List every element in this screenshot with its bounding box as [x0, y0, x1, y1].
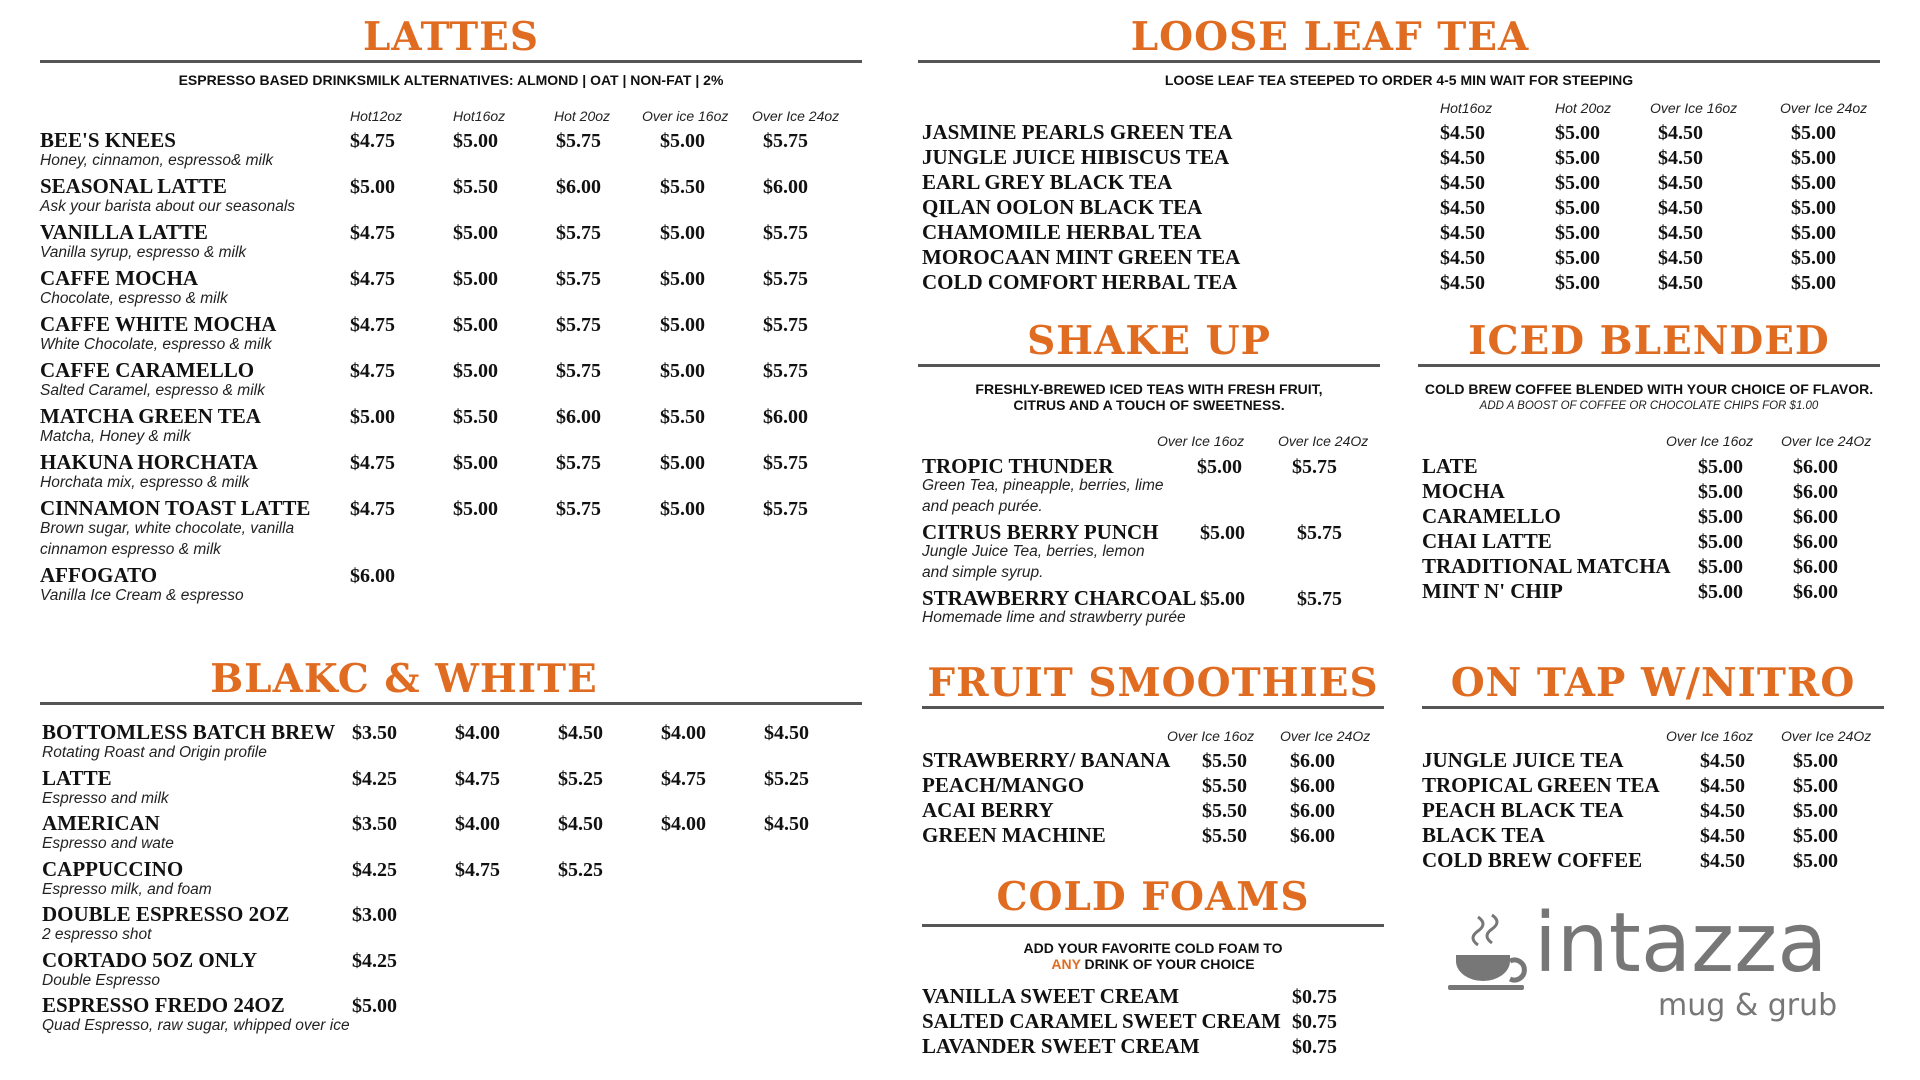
menu-item-price: $4.50 — [764, 722, 809, 744]
menu-item-price: $4.75 — [350, 222, 395, 244]
menu-item-price: $4.25 — [352, 767, 397, 790]
menu-item-desc: cinnamon espresso & milk — [40, 541, 221, 558]
foams-any: ANY — [1051, 956, 1081, 972]
lattes-subtitle: ESPRESSO BASED DRINKSMILK ALTERNATIVES: ALMOND | OAT | NON-FAT | 2% — [178, 72, 724, 88]
menu-item-name: JUNGLE JUICE TEA — [1422, 748, 1624, 772]
lattes-col-header: Hot12oz — [350, 108, 403, 124]
menu-item-price: $4.50 — [1700, 775, 1745, 797]
coffee-cup-icon — [1448, 911, 1532, 995]
menu-item-price: $5.00 — [453, 452, 498, 474]
menu-item-price: $4.50 — [1658, 197, 1703, 219]
shake-subtitle-2: CITRUS AND A TOUCH OF SWEETNESS. — [1013, 397, 1285, 413]
ontap-rule — [1422, 706, 1884, 709]
menu-item-desc: Espresso milk, and foam — [42, 880, 212, 898]
smoothies-rule — [922, 706, 1384, 709]
menu-item-price: $5.50 — [660, 176, 705, 198]
menu-item-price: $5.00 — [1555, 222, 1600, 244]
menu-item-price: $5.00 — [1791, 197, 1836, 219]
menu-item-name: CHAMOMILE HERBAL TEA — [922, 220, 1202, 244]
menu-item-name: SEASONAL LATTE — [40, 174, 227, 198]
foams-subtitle-2 — [922, 956, 1384, 973]
menu-item-name: HAKUNA HORCHATA — [40, 450, 258, 474]
menu-item-name: GREEN MACHINE — [922, 823, 1106, 847]
menu-item-price: $3.00 — [352, 904, 397, 926]
shake-rule — [918, 364, 1380, 367]
menu-item-price: $5.00 — [453, 314, 498, 336]
menu-item-price: $6.00 — [1793, 481, 1838, 503]
menu-item-desc: Espresso and wate — [42, 835, 174, 852]
menu-item-desc: Jungle Juice Tea, berries, lemon — [922, 543, 1145, 560]
menu-item-price: $6.00 — [1290, 800, 1335, 822]
menu-item-price: $3.50 — [352, 722, 397, 744]
menu-item-price: $4.50 — [1658, 222, 1703, 244]
menu-item-price: $5.00 — [1793, 800, 1838, 822]
menu-item-price: $0.75 — [1292, 986, 1337, 1008]
menu-item-price: $5.00 — [660, 130, 705, 152]
menu-item-price: $5.00 — [453, 268, 498, 290]
menu-item-price: $5.75 — [556, 268, 601, 290]
menu-item-name: CORTADO 5OZ ONLY — [42, 947, 258, 972]
menu-item-price: $4.75 — [661, 767, 706, 790]
menu-item-name: MOCHA — [1422, 479, 1505, 503]
menu-item-desc: Horchata mix, espresso & milk — [40, 474, 250, 491]
menu-item-name: ESPRESSO FREDO 24OZ — [42, 993, 285, 1017]
menu-item-name: COLD BREW COFFEE — [1422, 848, 1643, 872]
iced-rule — [1418, 364, 1880, 367]
menu-item-price: $5.00 — [660, 360, 705, 382]
menu-item-price: $4.50 — [1658, 172, 1703, 194]
menu-item-price: $5.00 — [1793, 775, 1838, 797]
menu-item-price: $5.00 — [1793, 750, 1838, 772]
menu-item-price: $5.00 — [1791, 272, 1836, 294]
menu-item-price: $5.75 — [763, 360, 808, 382]
menu-item-price: $6.00 — [1793, 456, 1838, 478]
menu-item-price: $5.00 — [1555, 272, 1600, 294]
menu-item-price: $5.75 — [556, 222, 601, 244]
menu-item-desc: Quad Espresso, raw sugar, whipped over ice — [42, 1017, 350, 1034]
menu-item-price: $5.00 — [1200, 522, 1245, 544]
menu-item-price: $5.75 — [763, 498, 808, 520]
menu-item-price: $5.75 — [556, 360, 601, 382]
menu-item-name: QILAN OOLON BLACK TEA — [922, 195, 1203, 219]
shake-col-header: Over Ice 24Oz — [1278, 433, 1369, 449]
menu-item-price: $5.00 — [1555, 172, 1600, 194]
menu-item-price: $5.25 — [764, 767, 809, 790]
smoothies-title: FRUIT SMOOTHIES — [927, 660, 1379, 706]
lattes-col-header: Over Ice 24oz — [752, 108, 840, 124]
menu-item-price: $5.75 — [556, 314, 601, 336]
menu-item-price: $4.75 — [455, 858, 500, 881]
tea-rule — [918, 60, 1880, 63]
menu-item-name: TROPICAL GREEN TEA — [1422, 773, 1660, 797]
menu-item-price: $5.00 — [1555, 122, 1600, 144]
menu-item-price: $5.00 — [660, 452, 705, 474]
menu-item-price: $4.50 — [1440, 172, 1485, 194]
menu-item-price: $4.50 — [1658, 272, 1703, 294]
menu-item-price: $5.50 — [453, 176, 498, 198]
lattes-col-header: Hot16oz — [453, 108, 506, 124]
menu-item-price: $5.00 — [1791, 147, 1836, 169]
menu-item-price: $6.00 — [763, 406, 808, 428]
menu-item-price: $5.00 — [660, 498, 705, 520]
menu-item-price: $4.50 — [1700, 850, 1745, 872]
menu-item-desc: Matcha, Honey & milk — [40, 428, 191, 445]
menu-item-name: VANILLA LATTE — [40, 220, 208, 244]
tea-col-header: Over Ice 16oz — [1650, 100, 1738, 116]
menu-item-price: $5.00 — [1197, 456, 1242, 478]
menu-item-price: $5.75 — [1297, 588, 1342, 610]
menu-item-price: $4.50 — [558, 813, 603, 835]
foams-rule — [922, 924, 1384, 927]
menu-item-price: $4.50 — [1440, 272, 1485, 294]
menu-item-name: CITRUS BERRY PUNCH — [922, 520, 1159, 544]
menu-item-price: $5.75 — [763, 452, 808, 474]
menu-item-desc: and simple syrup. — [922, 564, 1044, 581]
menu-item-price: $5.00 — [453, 498, 498, 520]
menu-item-price: $4.00 — [661, 722, 706, 744]
menu-item-price: $4.75 — [350, 314, 395, 336]
menu-item-price: $5.00 — [1698, 556, 1743, 578]
menu-item-price: $5.00 — [1791, 122, 1836, 144]
menu-item-price: $5.50 — [1202, 750, 1247, 772]
ontap-col-header: Over Ice 16oz — [1666, 728, 1754, 744]
foams-subtitle-rest: DRINK OF YOUR CHOICE — [1080, 956, 1255, 972]
logo-word: intazza — [1534, 896, 1828, 991]
menu-item-price: $6.00 — [556, 176, 601, 198]
menu-item-name: MATCHA GREEN TEA — [40, 404, 261, 428]
iced-title: ICED BLENDED — [1468, 318, 1830, 364]
menu-item-price: $4.50 — [1440, 197, 1485, 219]
smoothies-col-header: Over Ice 24Oz — [1280, 728, 1371, 744]
menu-item-desc: Rotating Roast and Origin profile — [42, 744, 267, 761]
menu-item-price: $6.00 — [1290, 825, 1335, 847]
menu-item-price: $5.00 — [1791, 172, 1836, 194]
menu-item-price: $4.75 — [350, 498, 395, 520]
menu-item-price: $5.75 — [763, 314, 808, 336]
menu-item-price: $4.50 — [1700, 825, 1745, 847]
menu-item-price: $6.00 — [1793, 531, 1838, 553]
menu-item-desc: Double Espresso — [42, 971, 161, 989]
menu-item-name: CINNAMON TOAST LATTE — [40, 496, 311, 520]
foams-subtitle-1: ADD YOUR FAVORITE COLD FOAM TO — [1023, 940, 1283, 956]
menu-item-price: $5.75 — [763, 222, 808, 244]
menu-item-price: $4.50 — [1440, 147, 1485, 169]
menu-item-price: $5.75 — [556, 130, 601, 152]
menu-item-name: TRADITIONAL MATCHA — [1422, 554, 1671, 578]
smoothies-col-header: Over Ice 16oz — [1167, 728, 1255, 744]
menu-item-price: $6.00 — [1290, 775, 1335, 797]
ontap-col-header: Over Ice 24Oz — [1781, 728, 1872, 744]
menu-item-price: $5.00 — [1698, 481, 1743, 503]
tea-col-header: Hot16oz — [1440, 100, 1493, 116]
lattes-col-header: Over ice 16oz — [642, 108, 729, 124]
menu-item-price: $5.00 — [1698, 531, 1743, 553]
menu-item-name: COLD COMFORT HERBAL TEA — [922, 270, 1238, 294]
lattes-col-header: Hot 20oz — [554, 108, 611, 124]
menu-item-price: $4.00 — [661, 813, 706, 835]
menu-item-desc: and peach purée. — [922, 498, 1043, 515]
menu-item-price: $4.75 — [350, 268, 395, 290]
menu-item-desc: Salted Caramel, espresso & milk — [40, 382, 265, 399]
menu-item-price: $5.00 — [1200, 588, 1245, 610]
lattes-title: LATTES — [362, 14, 540, 60]
menu-item-price: $4.50 — [1700, 750, 1745, 772]
black-white-rule — [40, 702, 862, 705]
foams-title: COLD FOAMS — [996, 874, 1310, 920]
menu-item-desc: Brown sugar, white chocolate, vanilla — [40, 520, 295, 537]
menu-item-name: SALTED CARAMEL SWEET CREAM — [922, 1009, 1281, 1033]
shake-col-header: Over Ice 16oz — [1157, 433, 1245, 449]
shake-subtitle-1: FRESHLY-BREWED ICED TEAS WITH FRESH FRUIT, — [975, 381, 1323, 397]
lattes-rule — [40, 60, 862, 63]
menu-item-name: CAFFE MOCHA — [40, 266, 199, 290]
menu-item-name: AFFOGATO — [40, 563, 158, 587]
menu-item-price: $6.00 — [1793, 556, 1838, 578]
menu-item-price: $4.00 — [455, 722, 500, 744]
shake-title: SHAKE UP — [1027, 318, 1271, 364]
menu-item-price: $5.75 — [556, 498, 601, 520]
menu-item-price: $4.00 — [455, 813, 500, 835]
menu-item-price: $5.25 — [558, 767, 603, 790]
tea-col-header: Over Ice 24oz — [1780, 100, 1868, 116]
menu-item-name: MINT N' CHIP — [1422, 579, 1563, 603]
menu-item-name: CHAI LATTE — [1422, 529, 1552, 553]
menu-item-price: $5.50 — [1202, 775, 1247, 797]
menu-item-name: CAFFE CARAMELLO — [40, 358, 255, 382]
menu-item-price: $5.00 — [350, 176, 395, 198]
menu-item-desc: White Chocolate, espresso & milk — [40, 336, 272, 353]
menu-item-name: BEE'S KNEES — [40, 128, 176, 152]
menu-item-price: $5.50 — [453, 406, 498, 428]
menu-item-price: $5.00 — [660, 268, 705, 290]
menu-item-name: CAPPUCCINO — [42, 856, 184, 881]
menu-item-price: $5.00 — [1555, 147, 1600, 169]
menu-item-price: $5.00 — [453, 222, 498, 244]
menu-item-price: $6.00 — [1793, 581, 1838, 603]
menu-item-desc: Vanilla syrup, espresso & milk — [40, 244, 247, 261]
menu-item-price: $5.00 — [1698, 581, 1743, 603]
menu-item-price: $5.00 — [1793, 850, 1838, 872]
tea-title: LOOSE LEAF TEA — [1130, 14, 1530, 60]
menu-item-price: $6.00 — [1793, 506, 1838, 528]
menu-item-price: $4.50 — [764, 813, 809, 835]
menu-item-price: $5.50 — [1202, 800, 1247, 822]
menu-item-name: VANILLA SWEET CREAM — [922, 984, 1180, 1008]
menu-item-price: $5.00 — [660, 314, 705, 336]
menu-item-price: $5.00 — [350, 406, 395, 428]
tea-col-header: Hot 20oz — [1555, 100, 1612, 116]
menu-item-price: $6.00 — [763, 176, 808, 198]
menu-item-name: JUNGLE JUICE HIBISCUS TEA — [922, 145, 1230, 169]
menu-item-name: ACAI BERRY — [922, 798, 1054, 822]
menu-item-price: $5.00 — [352, 995, 397, 1017]
tea-subtitle: LOOSE LEAF TEA STEEPED TO ORDER 4-5 MIN WAIT FOR STEEPING — [1164, 72, 1634, 88]
menu-item-price: $5.25 — [558, 858, 603, 881]
iced-col-header: Over Ice 24Oz — [1781, 433, 1872, 449]
iced-col-header: Over Ice 16oz — [1666, 433, 1754, 449]
menu-item-price: $5.00 — [453, 130, 498, 152]
menu-item-name: LATTE — [42, 765, 112, 790]
menu-item-name: STRAWBERRY/ BANANA — [922, 748, 1171, 772]
menu-item-price: $5.75 — [1297, 522, 1342, 544]
menu-item-desc: Espresso and milk — [42, 789, 169, 807]
menu-item-name: PEACH/MANGO — [922, 773, 1085, 797]
menu-item-price: $4.25 — [352, 949, 397, 972]
menu-item-price: $5.00 — [1698, 456, 1743, 478]
menu-item-name: LAVANDER SWEET CREAM — [922, 1034, 1200, 1058]
menu-item-name: JASMINE PEARLS GREEN TEA — [922, 120, 1233, 144]
menu-item-price: $4.75 — [350, 360, 395, 382]
menu-item-desc: Vanilla Ice Cream & espresso — [40, 587, 244, 604]
menu-item-price: $5.50 — [660, 406, 705, 428]
menu-item-price: $0.75 — [1292, 1011, 1337, 1033]
menu-item-price: $4.75 — [350, 130, 395, 152]
menu-item-price: $4.50 — [1658, 247, 1703, 269]
menu-item-price: $5.00 — [660, 222, 705, 244]
menu-item-price: $4.50 — [1440, 247, 1485, 269]
menu-item-price: $4.50 — [1700, 800, 1745, 822]
menu-item-name: EARL GREY BLACK TEA — [922, 170, 1173, 194]
menu-item-price: $6.00 — [1290, 750, 1335, 772]
menu-item-price: $4.50 — [1440, 222, 1485, 244]
menu-item-price: $5.00 — [1698, 506, 1743, 528]
menu-item-desc: Honey, cinnamon, espresso& milk — [40, 152, 274, 169]
menu-item-name: TROPIC THUNDER — [922, 454, 1114, 478]
menu-item-price: $5.00 — [1555, 247, 1600, 269]
iced-subtitle: COLD BREW COFFEE BLENDED WITH YOUR CHOICE OF FLAVOR. — [1424, 381, 1874, 397]
menu-item-name: STRAWBERRY CHARCOAL — [922, 586, 1197, 610]
logo — [1448, 896, 1848, 1035]
menu-item-name: DOUBLE ESPRESSO 2OZ — [42, 902, 290, 926]
menu-item-name: BOTTOMLESS BATCH BREW — [42, 720, 336, 744]
menu-item-price: $6.00 — [350, 565, 395, 587]
menu-item-price: $4.75 — [455, 767, 500, 790]
menu-item-name: CAFFE WHITE MOCHA — [40, 312, 277, 336]
black-white-title: BLAKC & WHITE — [210, 656, 598, 702]
menu-item-desc: Chocolate, espresso & milk — [40, 290, 228, 307]
menu-item-price: $5.75 — [763, 130, 808, 152]
menu-item-price: $5.75 — [1292, 456, 1337, 478]
menu-item-name: CARAMELLO — [1422, 504, 1561, 528]
menu-item-price: $3.50 — [352, 813, 397, 835]
menu-item-price: $4.50 — [558, 722, 603, 744]
menu-item-price: $4.50 — [1658, 122, 1703, 144]
menu-item-name: BLACK TEA — [1422, 823, 1545, 847]
menu-item-desc: Homemade lime and strawberry purée — [922, 609, 1186, 626]
menu-item-price: $5.75 — [763, 268, 808, 290]
menu-item-price: $0.75 — [1292, 1036, 1337, 1058]
menu-item-price: $5.00 — [453, 360, 498, 382]
menu-item-price: $5.00 — [1555, 197, 1600, 219]
menu-item-price: $5.75 — [556, 452, 601, 474]
menu-item-price: $5.00 — [1793, 825, 1838, 847]
menu-item-desc: Green Tea, pineapple, berries, lime — [922, 477, 1164, 494]
iced-note: ADD A BOOST OF COFFEE OR CHOCOLATE CHIPS FOR $1.00 — [1479, 400, 1819, 412]
menu-item-name: PEACH BLACK TEA — [1422, 798, 1624, 822]
menu-item-name: LATE — [1422, 454, 1478, 478]
menu-item-price: $5.00 — [1791, 247, 1836, 269]
menu-item-desc: Ask your barista about our seasonals — [40, 198, 296, 215]
menu-item-price: $4.75 — [350, 452, 395, 474]
menu-item-price: $4.50 — [1658, 147, 1703, 169]
menu-item-desc: 2 espresso shot — [42, 926, 152, 943]
menu-item-price: $4.25 — [352, 858, 397, 881]
menu-item-price: $5.50 — [1202, 825, 1247, 847]
menu-item-price: $6.00 — [556, 406, 601, 428]
menu-item-price: $5.00 — [1791, 222, 1836, 244]
ontap-title: ON TAP W/NITRO — [1450, 660, 1856, 706]
menu-item-name: AMERICAN — [42, 811, 160, 835]
menu-item-name: MOROCAAN MINT GREEN TEA — [922, 245, 1241, 269]
logo-tagline: mug & grub — [1658, 988, 1838, 1023]
menu-item-price: $4.50 — [1440, 122, 1485, 144]
